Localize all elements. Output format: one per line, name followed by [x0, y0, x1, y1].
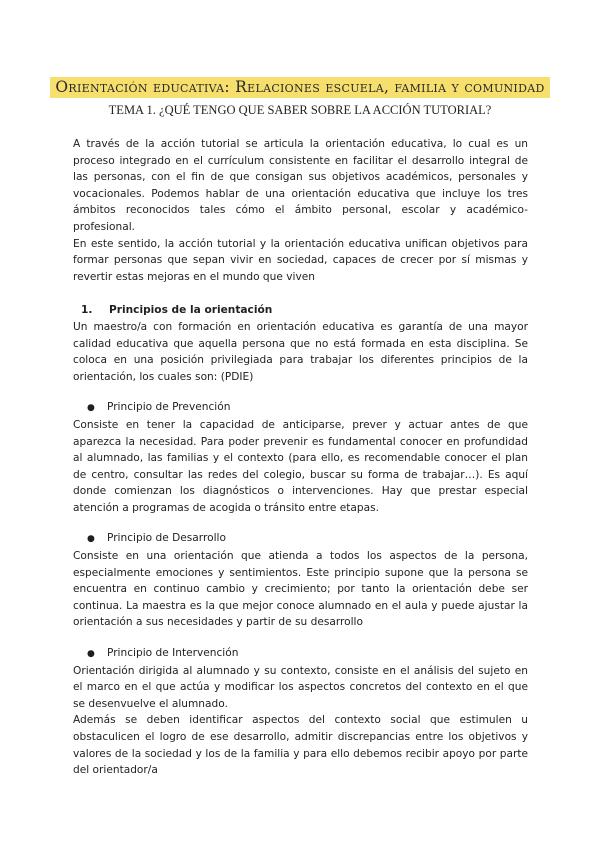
page-subtitle: TEMA 1. ¿QUÉ TENGO QUE SABER SOBRE LA ACCIÓN TUTORIAL? — [108, 103, 492, 117]
title-container — [0, 77, 600, 98]
principle-item — [87, 530, 528, 548]
principle-item — [87, 399, 528, 417]
intro-paragraph: A través de la acción tutorial se articula la orientación educativa, lo cual es un proceso integrado en el currículum consistente en facilitar el desarrollo integral de las personas, con el fin de que consigan sus objetivos académicos, personales y vocacionales. Podemos hablar de una orientación educativa que incluye los tres ámbitos reconocidos tales cómo el ámbito personal, escolar y académico-profesional. — [73, 138, 528, 233]
document-body — [73, 136, 528, 779]
bullet-icon: ● — [87, 534, 95, 545]
bullet-icon: ● — [87, 403, 95, 414]
principle-text: Orientación dirigida al alumnado y su contexto, consiste en el análisis del sujeto en el marco en el que actúa y modificar los aspectos concretos del contexto en el que se desenvuelve el alumnado. — [73, 664, 528, 710]
principle-item — [87, 645, 528, 663]
section-paragraph: Un maestro/a con formación en orientación educativa es garantía de una mayor calidad educativa que aquella persona que no está formada en esta disciplina. Se coloca en una posición privilegiada para trabajar los diferentes principios de la orientación, los cuales son: (PDIE) — [73, 320, 528, 383]
page-title: Orientación educativa: Relaciones escuela, familia y comunidad — [50, 77, 549, 98]
section-heading-text: Principios de la orientación — [109, 304, 273, 317]
bullet-icon: ● — [87, 649, 95, 660]
section-number: 1. — [81, 304, 93, 317]
principle-title: Principio de Prevención — [107, 401, 231, 414]
principle-text: Consiste en una orientación que atienda a todos los aspectos de la persona, especialmente emociones y sentimientos. Este principio supone que la persona se encuentra en continuo cambio y crecimiento; por tanto la orientación debe ser continua. La maestra es la que mejor conoce alumnado en el aula y puede ajustar la orientación a sus necesidades y partir de su desarrollo — [73, 550, 528, 629]
principle-title: Principio de Intervención — [107, 647, 239, 660]
section-heading — [81, 302, 528, 319]
principle-text-continued: Además se deben identificar aspectos del contexto social que estimulen u obstaculicen el logro de ese desarrollo, admitir discrepancias entre los objetivos y valores de la sociedad y los de la familia y para ello debemos recibir apoyo por parte del orientador/a — [73, 714, 528, 777]
principle-text: Consiste en tener la capacidad de anticiparse, prever y actuar antes de que aparezca la necesidad. Para poder prevenir es fundamental conocer en profundidad al alumnado, las familias y el contexto (para ello, es recomendable conocer el plan de centro, consultar las redes del colegio, buscar su forma de trabajar…). Es aquí donde comienzan los diagnósticos o intervenciones. Hay que prestar especial atención a programas de acogida o tránsito entre etapas. — [73, 418, 528, 514]
principle-title: Principio de Desarrollo — [107, 532, 226, 545]
intro-paragraph: En este sentido, la acción tutorial y la orientación educativa unifican objetivos para formar personas que sepan vivir en sociedad, capaces de crecer por sí mismas y revertir estas mejoras en el mundo que viven — [73, 237, 528, 283]
